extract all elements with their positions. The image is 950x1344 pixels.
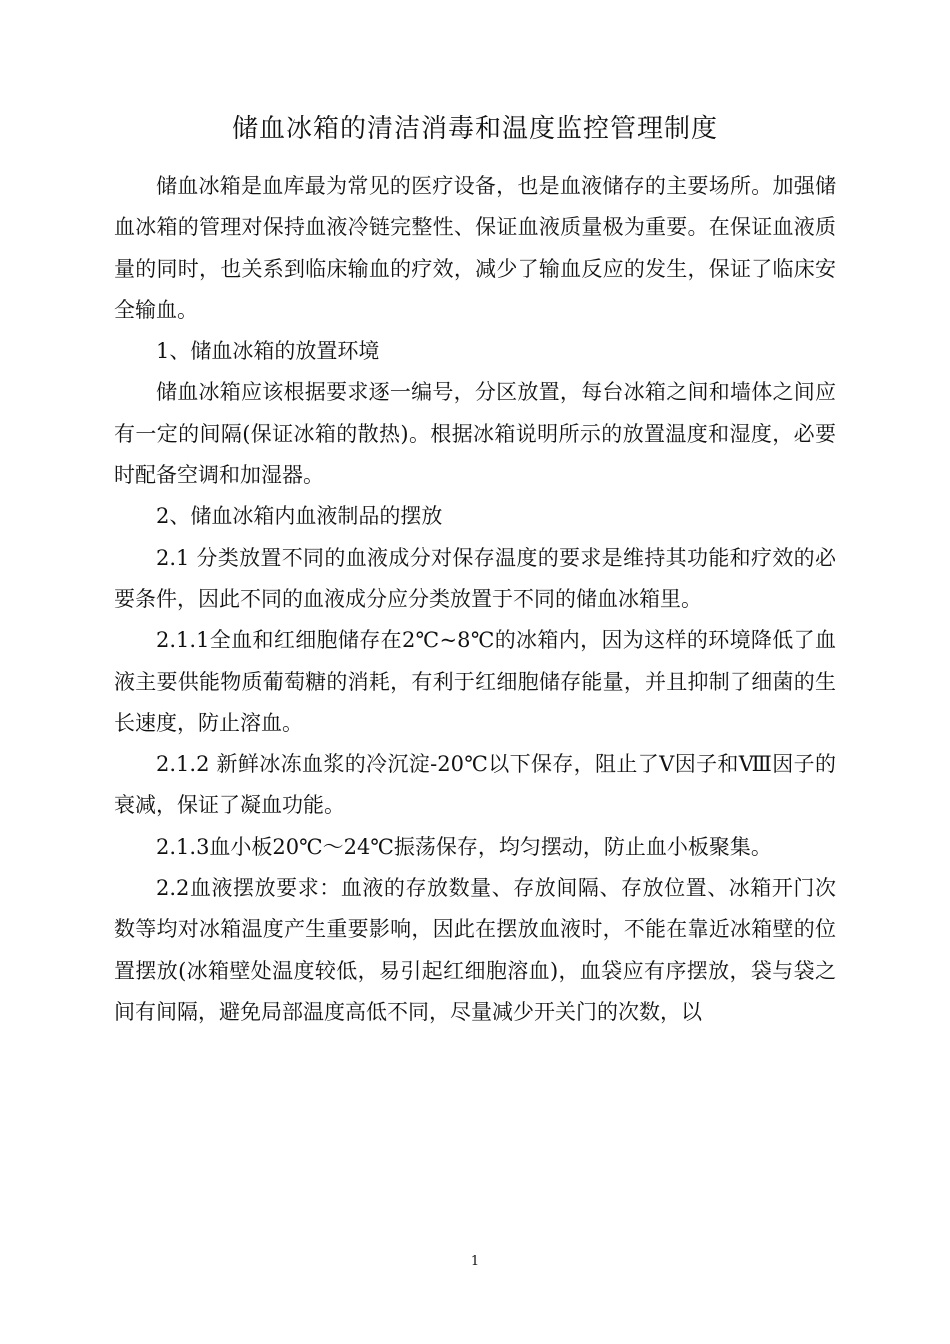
section-heading-1: 1、储血冰箱的放置环境 [156, 339, 380, 364]
section-2-1-3-paragraph: 2.1.3血小板20℃～24℃振荡保存，均匀摆动，防止血小板聚集。 [156, 834, 772, 859]
section-1-paragraph: 储血冰箱应该根据要求逐一编号，分区放置，每台冰箱之间和墙体之间应有一定的间隔(保证冰箱的散热)。根据冰箱说明所示的放置温度和湿度，必要时配备空调和加湿器。 [114, 380, 836, 488]
section-2-1-paragraph: 2.1 分类放置不同的血液成分对保存温度的要求是维持其功能和疗效的必要条件，因此不同的血液成分应分类放置于不同的储血冰箱里。 [114, 545, 836, 611]
document-body [114, 166, 836, 1033]
page-number: 1 [470, 1254, 480, 1269]
document-title: 储血冰箱的清洁消毒和温度监控管理制度 [231, 114, 718, 144]
intro-paragraph: 储血冰箱是血库最为常见的医疗设备，也是血液储存的主要场所。加强储血冰箱的管理对保持血液冷链完整性、保证血液质量极为重要。在保证血液质量的同时，也关系到临床输血的疗效，减少了输血反应的发生，保证了临床安全输血。 [114, 174, 836, 322]
section-heading-2: 2、储血冰箱内血液制品的摆放 [156, 504, 443, 529]
section-2-1-1-paragraph: 2.1.1全血和红细胞储存在2℃~8℃的冰箱内，因为这样的环境降低了血液主要供能物质葡萄糖的消耗，有利于红细胞储存能量，并且抑制了细菌的生长速度，防止溶血。 [114, 628, 836, 735]
section-2-1-2-paragraph: 2.1.2 新鲜冰冻血浆的冷沉淀-20℃以下保存，阻止了Ⅴ因子和Ⅷ因子的衰减，保证了凝血功能。 [114, 752, 836, 818]
section-2-2-paragraph: 2.2血液摆放要求：血液的存放数量、存放间隔、存放位置、冰箱开门次数等均对冰箱温度产生重要影响，因此在摆放血液时，不能在靠近冰箱壁的位置摆放(冰箱壁处温度较低，易引起红细胞溶血)，血袋应有序摆放，袋与袋之间有间隔，避免局部温度高低不同，尽量减少开关门的次数，以 [114, 876, 836, 1024]
